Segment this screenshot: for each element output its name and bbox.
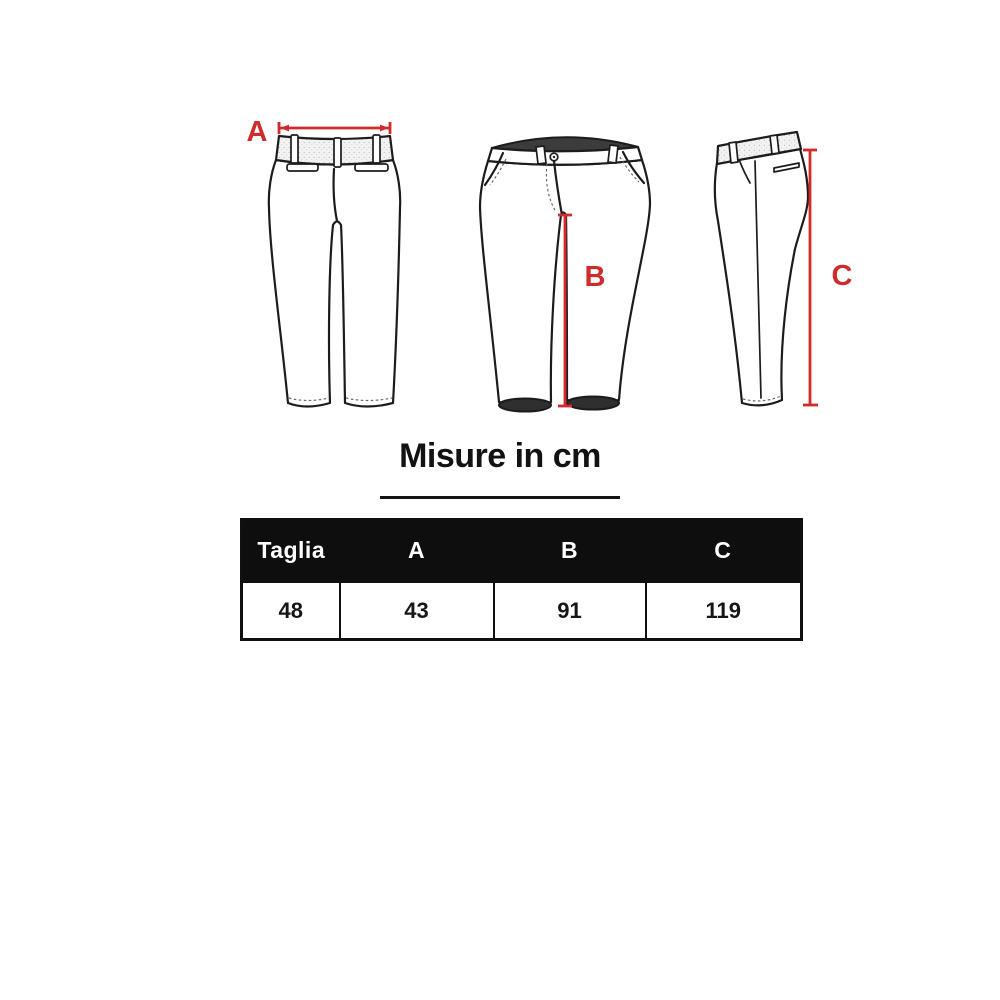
size-table-row	[242, 582, 802, 640]
title-underline	[380, 496, 620, 499]
pants-back-body	[269, 135, 400, 407]
belt-loop	[608, 145, 618, 163]
measure-arrow-a	[279, 122, 390, 134]
size-table-cell-a: 43	[340, 582, 494, 640]
size-table-header-taglia: Taglia	[242, 520, 340, 582]
size-table-header-row	[242, 520, 802, 582]
measure-label-c: C	[831, 260, 853, 292]
belt-loop	[770, 135, 779, 154]
belt-loop	[291, 135, 298, 163]
pants-front-view-figure	[470, 119, 660, 419]
pants-side-view-figure	[698, 119, 863, 419]
waist-button-hole	[553, 156, 555, 158]
belt-loop	[729, 142, 738, 163]
belt-loop	[536, 146, 546, 164]
measure-label-a: A	[246, 116, 268, 148]
pants-back-view-figure	[233, 111, 418, 421]
pants-side-body	[715, 132, 808, 405]
belt-loop	[373, 135, 380, 163]
size-table-header-b: B	[494, 520, 646, 582]
left-leg-hem-opening	[499, 399, 551, 412]
page-title: Misure in cm	[399, 437, 601, 475]
size-table-cell-taglia: 48	[242, 582, 340, 640]
size-table-header-c: C	[646, 520, 802, 582]
back-pocket-welt	[287, 164, 318, 171]
pants-front-view-drawing	[470, 119, 660, 419]
size-table-header-a: A	[340, 520, 494, 582]
measure-label-b: B	[584, 261, 606, 293]
size-table-cell-c: 119	[646, 582, 802, 640]
right-leg-hem-opening	[567, 397, 619, 410]
pants-back-view-drawing	[233, 111, 418, 421]
pants-side-view-drawing	[698, 119, 863, 419]
size-table	[240, 518, 803, 641]
size-table-cell-b: 91	[494, 582, 646, 640]
back-pocket-welt	[355, 164, 388, 171]
pants-side-silhouette	[715, 149, 808, 405]
belt-loop	[334, 138, 341, 167]
